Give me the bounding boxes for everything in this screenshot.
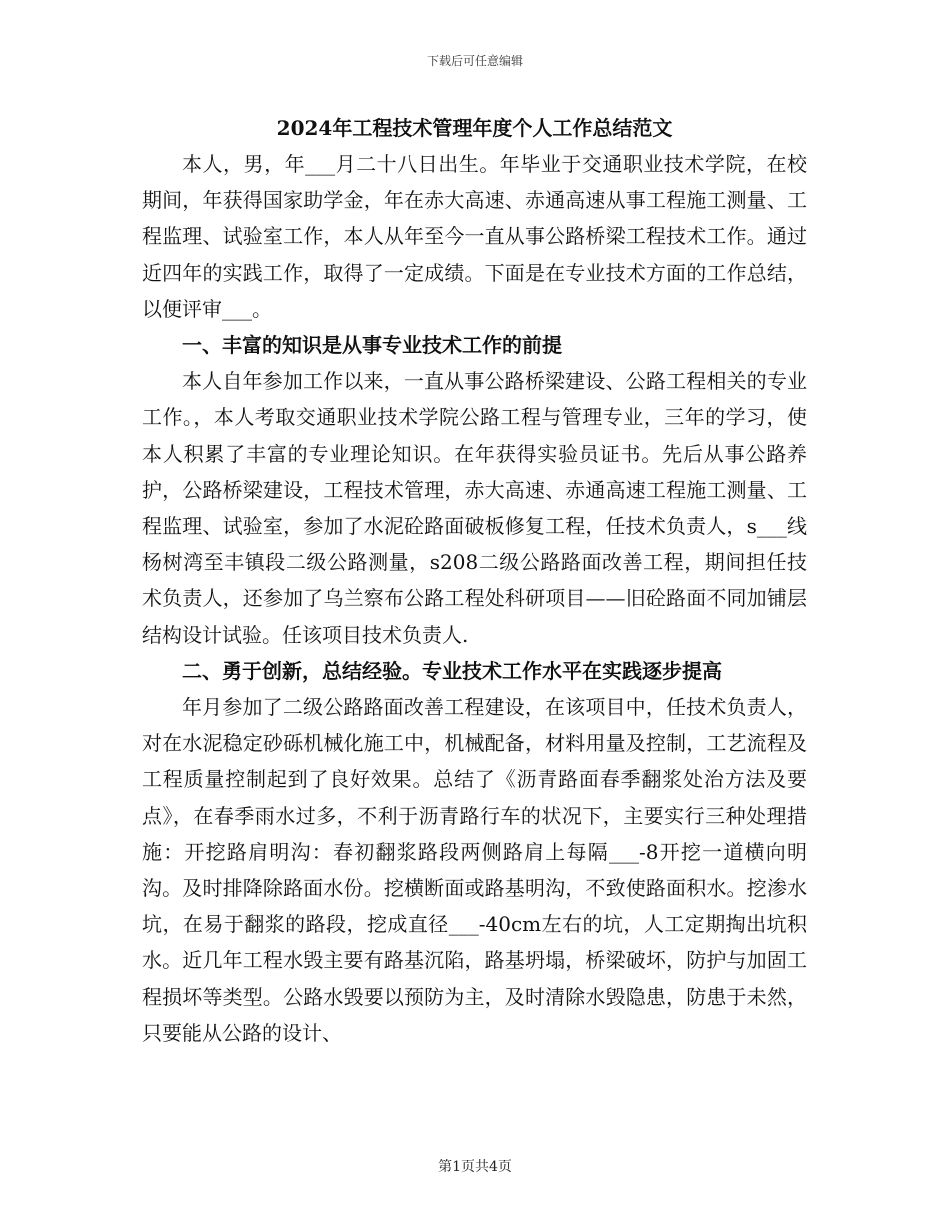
header-note: 下载后可任意编辑	[426, 54, 523, 68]
section-2-heading: 二、勇于创新，总结经验。专业技术工作水平在实践逐步提高	[182, 658, 722, 683]
section-1-heading: 一、丰富的知识是从事专业技术工作的前提	[182, 333, 562, 358]
document-title: 2024年工程技术管理年度个人工作总结范文	[276, 116, 673, 140]
section-2-paragraph: 年月参加了二级公路路面改善工程建设，在该项目中，任技术负责人，对在水泥稳定砂砾机械化施工中，机械配备，材料用量及控制，工艺流程及工程质量控制起到了良好效果。总结了《沥青路面春季翻浆处治方法及要点》，在春季雨水过多，不利于沥青路行车的状况下，主要实行三种处理措施：开挖路肩明沟：春初翻浆路段两侧路肩上每隔___-8开挖一道横向明沟。及时排降除路面水份。挖横断面或路基明沟，不致使路面积水。挖渗水坑，在易于翻浆的路段，挖成直径___-40cm左右的坑，人工定期掏出坑积水。近几年工程水毁主要有路基沉陷，路基坍塌，桥梁破坏，防护与加固工程损坏等类型。公路水毁要以预防为主，及时清除水毁隐患，防患于未然，只要能从公路的设计、	[142, 695, 807, 1045]
page-number: 第1页共4页	[438, 1159, 512, 1175]
intro-paragraph: 本人，男，年___月二十八日出生。年毕业于交通职业技术学院，在校期间，年获得国家助学金，年在赤大高速、赤通高速从事工程施工测量、工程监理、试验室工作，本人从年至今一直从事公路桥梁工程技术工作。通过近四年的实践工作，取得了一定成绩。下面是在专业技术方面的工作总结，以便评审___。	[142, 152, 807, 321]
section-1-paragraph: 本人自年参加工作以来，一直从事公路桥梁建设、公路工程相关的专业工作。，本人考取交通职业技术学院公路工程与管理专业，三年的学习，使本人积累了丰富的专业理论知识。在年获得实验员证书。先后从事公路养护，公路桥梁建设，工程技术管理，赤大高速、赤通高速工程施工测量、工程监理、试验室，参加了水泥砼路面破板修复工程，任技术负责人，s___线杨树湾至丰镇段二级公路测量，s208二级公路路面改善工程，期间担任技术负责人，还参加了乌兰察布公路工程处科研项目——旧砼路面不同加铺层结构设计试验。任该项目技术负责人.	[142, 369, 807, 647]
document-body	[142, 110, 807, 1051]
